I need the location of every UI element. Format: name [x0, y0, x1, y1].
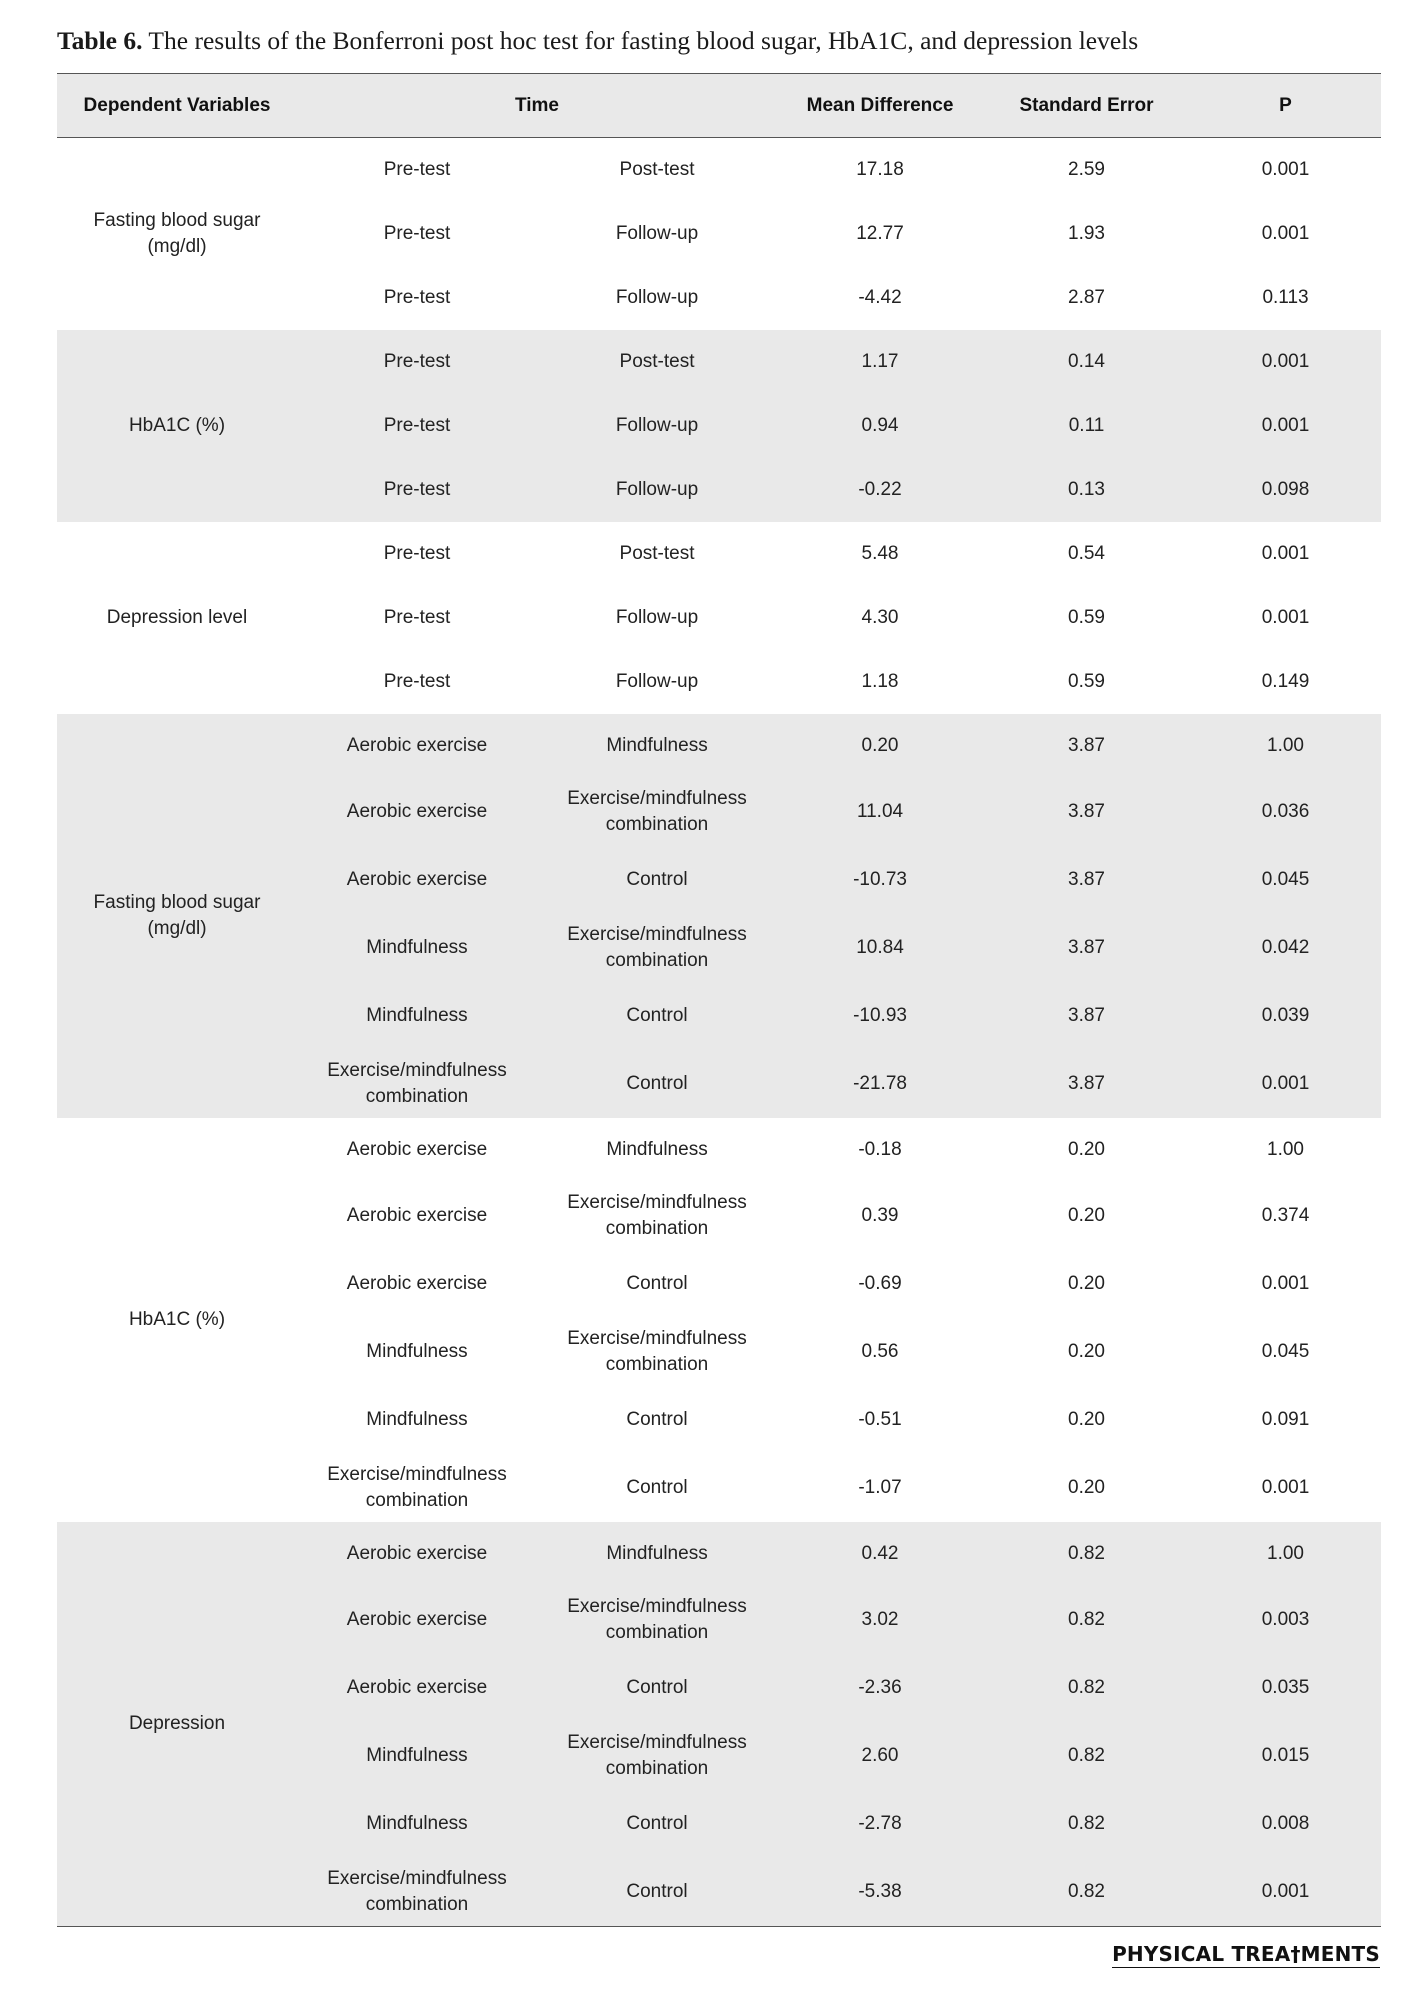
comparison-a-cell: Aerobic exercise — [346, 869, 488, 890]
comparison-b-cell: Post-test — [619, 543, 695, 564]
comparison-a-cell: Aerobic exercise — [346, 1609, 488, 1630]
comparison-a-cell: Aerobic exercise — [346, 735, 488, 756]
table-group-hba1c-time — [57, 330, 1381, 522]
comparison-a-cell: Aerobic exercise — [346, 801, 488, 822]
comparison-b-cell: Follow-up — [615, 223, 699, 244]
p-value-cell: 0.001 — [1261, 351, 1310, 372]
mean-difference-cell: 2.60 — [861, 1745, 899, 1766]
mean-difference-cell: -5.38 — [858, 1881, 902, 1902]
dependent-variable-cell: Fasting blood sugar (mg/dl) — [93, 210, 261, 257]
comparison-b-cell: Exercise/mindfulness combination — [567, 1328, 747, 1375]
comparison-b-cell: Exercise/mindfulness combination — [567, 1732, 747, 1779]
mean-difference-cell: -0.69 — [858, 1273, 902, 1294]
mean-difference-cell: 0.39 — [861, 1205, 899, 1226]
dependent-variable-cell: Depression — [128, 1713, 226, 1734]
p-value-cell: 1.00 — [1267, 1543, 1304, 1564]
table-row — [57, 1118, 1381, 1182]
comparison-b-cell: Follow-up — [615, 415, 699, 436]
standard-error-cell: 0.82 — [1068, 1881, 1105, 1902]
table-header-row — [57, 74, 1381, 138]
comparison-b-cell: Control — [626, 1881, 688, 1902]
mean-difference-cell: 5.48 — [861, 543, 899, 564]
mean-difference-cell: -0.22 — [858, 479, 902, 500]
comparison-b-cell: Control — [626, 1813, 688, 1834]
header-dependent-variables: Dependent Variables — [83, 94, 271, 116]
mean-difference-cell: -21.78 — [853, 1073, 907, 1094]
header-p: P — [1279, 94, 1292, 116]
results-table — [57, 73, 1381, 1927]
standard-error-cell: 0.20 — [1068, 1409, 1105, 1430]
comparison-a-cell: Pre-test — [383, 415, 451, 436]
standard-error-cell: 3.87 — [1068, 869, 1105, 890]
table-header — [57, 74, 1381, 138]
standard-error-cell: 0.82 — [1068, 1543, 1105, 1564]
comparison-a-cell: Pre-test — [383, 671, 451, 692]
standard-error-cell: 3.87 — [1068, 735, 1105, 756]
p-value-cell: 1.00 — [1267, 1139, 1304, 1160]
comparison-b-cell: Control — [626, 1409, 688, 1430]
comparison-b-cell: Follow-up — [615, 287, 699, 308]
table-group-depression-time — [57, 522, 1381, 714]
standard-error-cell: 0.20 — [1068, 1477, 1105, 1498]
p-value-cell: 0.001 — [1261, 1273, 1310, 1294]
comparison-b-cell: Control — [626, 1477, 688, 1498]
standard-error-cell: 0.82 — [1068, 1609, 1105, 1630]
comparison-a-cell: Exercise/mindfulness combination — [327, 1464, 507, 1511]
mean-difference-cell: 0.94 — [861, 415, 899, 436]
table-row — [57, 1522, 1381, 1586]
mean-difference-cell: 1.18 — [861, 671, 899, 692]
p-value-cell: 0.374 — [1261, 1205, 1310, 1226]
standard-error-cell: 0.82 — [1068, 1677, 1105, 1698]
standard-error-cell: 0.20 — [1068, 1273, 1105, 1294]
mean-difference-cell: 11.04 — [856, 801, 904, 822]
table-group-depression-groups — [57, 1522, 1381, 1927]
standard-error-cell: 2.87 — [1068, 287, 1105, 308]
table-row — [57, 330, 1381, 394]
comparison-a-cell: Pre-test — [383, 543, 451, 564]
standard-error-cell: 0.13 — [1068, 479, 1105, 500]
comparison-a-cell: Exercise/mindfulness combination — [327, 1060, 507, 1107]
p-value-cell: 0.098 — [1261, 479, 1310, 500]
standard-error-cell: 0.20 — [1068, 1139, 1105, 1160]
standard-error-cell: 0.20 — [1068, 1341, 1105, 1362]
p-value-cell: 0.001 — [1261, 543, 1310, 564]
comparison-b-cell: Follow-up — [615, 671, 699, 692]
table-row — [57, 714, 1381, 778]
standard-error-cell: 3.87 — [1068, 801, 1105, 822]
comparison-a-cell: Pre-test — [383, 607, 451, 628]
comparison-b-cell: Control — [626, 1273, 688, 1294]
standard-error-cell: 2.59 — [1068, 159, 1105, 180]
comparison-a-cell: Aerobic exercise — [346, 1205, 488, 1226]
mean-difference-cell: 3.02 — [861, 1609, 899, 1630]
comparison-a-cell: Mindfulness — [366, 1745, 468, 1766]
table-caption-label: Table 6. — [57, 26, 143, 55]
table-row — [57, 522, 1381, 586]
p-value-cell: 0.113 — [1262, 287, 1309, 308]
standard-error-cell: 0.59 — [1068, 607, 1105, 628]
comparison-b-cell: Exercise/mindfulness combination — [567, 924, 747, 971]
mean-difference-cell: -4.42 — [858, 287, 902, 308]
standard-error-cell: 3.87 — [1068, 1005, 1105, 1026]
comparison-b-cell: Mindfulness — [606, 735, 708, 756]
comparison-a-cell: Mindfulness — [366, 937, 468, 958]
p-value-cell: 0.001 — [1261, 159, 1310, 180]
comparison-b-cell: Post-test — [619, 159, 695, 180]
dependent-variable-cell: HbA1C (%) — [128, 415, 226, 436]
mean-difference-cell: -1.07 — [858, 1477, 902, 1498]
comparison-a-cell: Mindfulness — [366, 1341, 468, 1362]
header-mean-difference: Mean Difference — [806, 94, 954, 116]
p-value-cell: 0.091 — [1261, 1409, 1310, 1430]
p-value-cell: 1.00 — [1267, 735, 1304, 756]
comparison-a-cell: Pre-test — [383, 479, 451, 500]
comparison-b-cell: Control — [626, 1677, 688, 1698]
comparison-a-cell: Mindfulness — [366, 1409, 468, 1430]
p-value-cell: 0.149 — [1261, 671, 1310, 692]
mean-difference-cell: -10.73 — [853, 869, 907, 890]
mean-difference-cell: 17.18 — [856, 159, 904, 180]
standard-error-cell: 0.11 — [1068, 415, 1105, 436]
dependent-variable-cell: Depression level — [106, 607, 248, 628]
standard-error-cell: 0.59 — [1068, 671, 1105, 692]
standard-error-cell: 1.93 — [1068, 223, 1105, 244]
standard-error-cell: 0.14 — [1068, 351, 1105, 372]
comparison-b-cell: Exercise/mindfulness combination — [567, 788, 747, 835]
comparison-a-cell: Pre-test — [383, 223, 451, 244]
mean-difference-cell: 0.42 — [861, 1543, 899, 1564]
comparison-a-cell: Aerobic exercise — [346, 1273, 488, 1294]
comparison-b-cell: Control — [626, 1005, 688, 1026]
comparison-b-cell: Mindfulness — [606, 1139, 708, 1160]
comparison-b-cell: Mindfulness — [606, 1543, 708, 1564]
mean-difference-cell: -2.36 — [858, 1677, 902, 1698]
p-value-cell: 0.003 — [1261, 1609, 1310, 1630]
mean-difference-cell: -2.78 — [858, 1813, 902, 1834]
p-value-cell: 0.001 — [1261, 415, 1310, 436]
standard-error-cell: 0.20 — [1068, 1205, 1105, 1226]
p-value-cell: 0.001 — [1261, 1881, 1310, 1902]
mean-difference-cell: 0.20 — [861, 735, 899, 756]
standard-error-cell: 0.54 — [1068, 543, 1105, 564]
table-group-fasting-blood-sugar-time — [57, 138, 1381, 331]
comparison-a-cell: Pre-test — [383, 351, 451, 372]
p-value-cell: 0.036 — [1261, 801, 1310, 822]
standard-error-cell: 3.87 — [1068, 937, 1105, 958]
comparison-b-cell: Control — [626, 869, 688, 890]
dependent-variable-cell: Fasting blood sugar (mg/dl) — [93, 892, 261, 939]
mean-difference-cell: -10.93 — [853, 1005, 907, 1026]
dependent-variable-cell: HbA1C (%) — [128, 1309, 226, 1330]
comparison-a-cell: Aerobic exercise — [346, 1139, 488, 1160]
header-time: Time — [515, 94, 560, 116]
mean-difference-cell: 12.77 — [856, 223, 904, 244]
comparison-a-cell: Pre-test — [383, 287, 451, 308]
mean-difference-cell: 4.30 — [861, 607, 899, 628]
comparison-a-cell: Aerobic exercise — [346, 1543, 488, 1564]
comparison-a-cell: Mindfulness — [366, 1005, 468, 1026]
results-table-container — [57, 73, 1381, 1927]
p-value-cell: 0.045 — [1261, 869, 1310, 890]
comparison-a-cell: Aerobic exercise — [346, 1677, 488, 1698]
comparison-b-cell: Post-test — [619, 351, 695, 372]
p-value-cell: 0.001 — [1261, 1477, 1310, 1498]
p-value-cell: 0.045 — [1261, 1341, 1310, 1362]
comparison-b-cell: Exercise/mindfulness combination — [567, 1192, 747, 1239]
comparison-b-cell: Follow-up — [615, 607, 699, 628]
p-value-cell: 0.008 — [1261, 1813, 1310, 1834]
table-caption-text: The results of the Bonferroni post hoc test for fasting blood sugar, HbA1C, and depression levels — [142, 26, 1139, 55]
mean-difference-cell: -0.51 — [858, 1409, 902, 1430]
comparison-b-cell: Follow-up — [615, 479, 699, 500]
table-group-hba1c-groups — [57, 1118, 1381, 1522]
table-caption — [57, 26, 1138, 56]
p-value-cell: 0.001 — [1261, 607, 1310, 628]
comparison-a-cell: Exercise/mindfulness combination — [327, 1868, 507, 1915]
standard-error-cell: 0.82 — [1068, 1745, 1105, 1766]
mean-difference-cell: -0.18 — [858, 1139, 902, 1160]
p-value-cell: 0.039 — [1261, 1005, 1310, 1026]
comparison-a-cell: Mindfulness — [366, 1813, 468, 1834]
comparison-a-cell: Pre-test — [383, 159, 451, 180]
p-value-cell: 0.001 — [1261, 223, 1310, 244]
table-row — [57, 138, 1381, 203]
p-value-cell: 0.015 — [1261, 1745, 1310, 1766]
standard-error-cell: 0.82 — [1068, 1813, 1105, 1834]
comparison-b-cell: Control — [626, 1073, 688, 1094]
p-value-cell: 0.035 — [1261, 1677, 1310, 1698]
comparison-b-cell: Exercise/mindfulness combination — [567, 1596, 747, 1643]
mean-difference-cell: 0.56 — [861, 1341, 899, 1362]
table-group-fasting-blood-sugar-groups — [57, 714, 1381, 1118]
standard-error-cell: 3.87 — [1068, 1073, 1105, 1094]
journal-logo: PHYSICAL TREA†MENTS — [1112, 1942, 1380, 1966]
mean-difference-cell: 1.17 — [861, 351, 899, 372]
mean-difference-cell: 10.84 — [856, 937, 904, 958]
p-value-cell: 0.042 — [1261, 937, 1310, 958]
p-value-cell: 0.001 — [1261, 1073, 1310, 1094]
header-standard-error: Standard Error — [1019, 94, 1154, 116]
